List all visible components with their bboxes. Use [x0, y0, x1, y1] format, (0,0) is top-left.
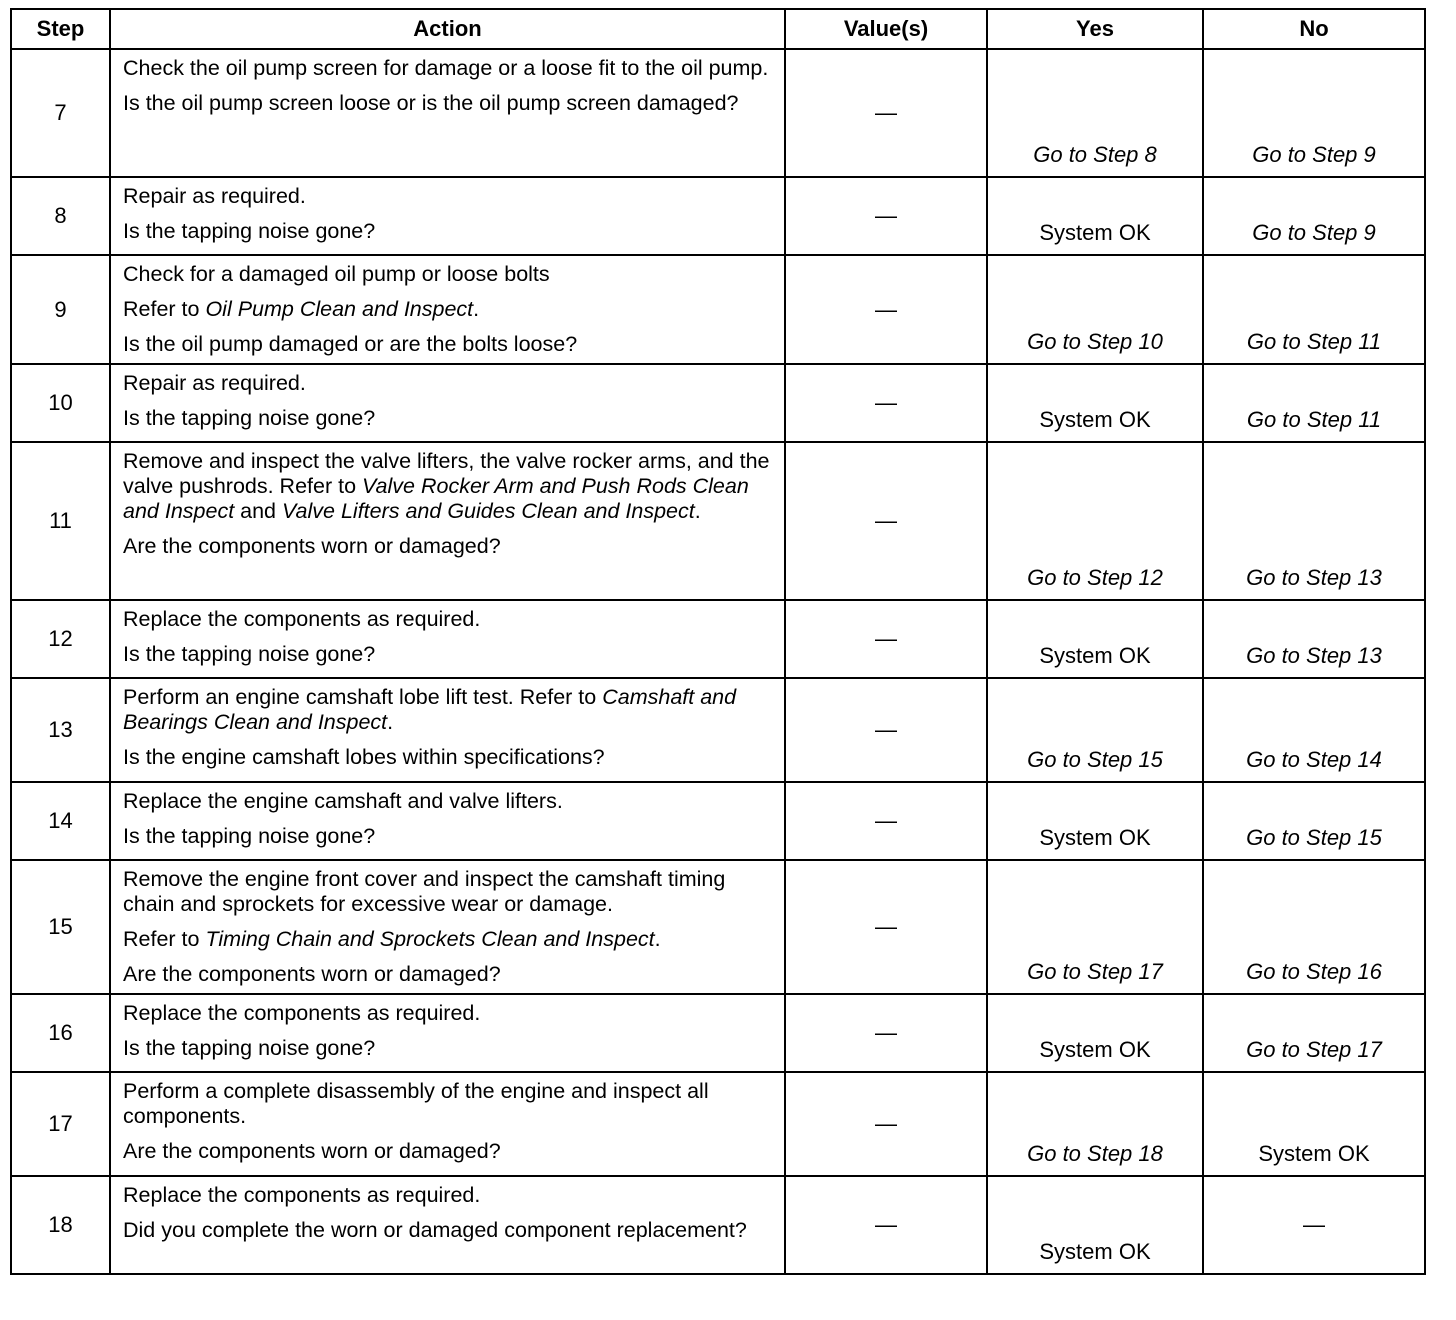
- action-paragraph: [123, 449, 774, 524]
- action-text: Repair as required.: [123, 371, 306, 395]
- action-paragraph: [123, 1079, 774, 1129]
- step-number: 15: [11, 860, 110, 994]
- header-row: [11, 9, 1425, 49]
- table-row: [11, 49, 1425, 177]
- action-text: .: [654, 927, 661, 951]
- header-action: Action: [110, 9, 785, 49]
- yes-result: Go to Step 10: [987, 255, 1203, 364]
- no-result: Go to Step 16: [1203, 860, 1425, 994]
- action-text: Perform a complete disassembly of the engine and inspect all components.: [123, 1079, 709, 1128]
- table-row: [11, 442, 1425, 600]
- table-row: [11, 255, 1425, 364]
- table-row: [11, 782, 1425, 860]
- step-number: 7: [11, 49, 110, 177]
- header-no: No: [1203, 9, 1425, 49]
- action-paragraph: [123, 607, 774, 632]
- no-result: Go to Step 9: [1203, 49, 1425, 177]
- action-paragraph: [123, 406, 774, 431]
- table-row: [11, 364, 1425, 442]
- action-paragraph: [123, 789, 774, 814]
- action-paragraph: [123, 297, 774, 322]
- action-text: Did you complete the worn or damaged component replacement?: [123, 1218, 747, 1242]
- action-text: Is the tapping noise gone?: [123, 406, 376, 430]
- reference-link: Valve Lifters and Guides Clean and Inspect: [282, 499, 695, 523]
- yes-result: System OK: [987, 1176, 1203, 1274]
- yes-result: Go to Step 18: [987, 1072, 1203, 1176]
- no-result: Go to Step 17: [1203, 994, 1425, 1072]
- no-result: Go to Step 15: [1203, 782, 1425, 860]
- action-cell: [110, 994, 785, 1072]
- action-paragraph: [123, 927, 774, 952]
- action-text: Check for a damaged oil pump or loose bolts: [123, 262, 550, 286]
- action-text: .: [387, 710, 394, 734]
- no-result: Go to Step 11: [1203, 255, 1425, 364]
- action-text: Are the components worn or damaged?: [123, 534, 501, 558]
- step-number: 16: [11, 994, 110, 1072]
- value-cell: —: [785, 782, 987, 860]
- action-cell: [110, 364, 785, 442]
- reference-link: Oil Pump Clean and Inspect: [205, 297, 474, 321]
- action-cell: [110, 49, 785, 177]
- action-text: Is the oil pump damaged or are the bolts loose?: [123, 332, 578, 356]
- action-cell: [110, 1176, 785, 1274]
- header-value: Value(s): [785, 9, 987, 49]
- reference-link: Valve Rocker Arm and Push Rods Clean and Inspect: [123, 474, 749, 523]
- action-text: and: [234, 499, 282, 523]
- value-cell: —: [785, 994, 987, 1072]
- action-paragraph: [123, 1001, 774, 1026]
- action-text: Are the components worn or damaged?: [123, 1139, 501, 1163]
- yes-result: Go to Step 12: [987, 442, 1203, 600]
- no-result: Go to Step 13: [1203, 442, 1425, 600]
- reference-link: Camshaft and Bearings Clean and Inspect: [123, 685, 737, 734]
- table-row: [11, 177, 1425, 255]
- action-text: Check the oil pump screen for damage or a loose fit to the oil pump.: [123, 56, 769, 80]
- step-number: 10: [11, 364, 110, 442]
- header-step: Step: [11, 9, 110, 49]
- action-text: Is the tapping noise gone?: [123, 1036, 376, 1060]
- action-text: Is the engine camshaft lobes within specifications?: [123, 745, 605, 769]
- table-row: [11, 994, 1425, 1072]
- action-paragraph: [123, 685, 774, 735]
- no-result: Go to Step 13: [1203, 600, 1425, 678]
- action-text: Refer to: [123, 927, 206, 951]
- action-paragraph: [123, 534, 774, 559]
- no-result: System OK: [1203, 1072, 1425, 1176]
- step-number: 9: [11, 255, 110, 364]
- yes-result: Go to Step 15: [987, 678, 1203, 782]
- table-body: [11, 49, 1425, 1274]
- yes-result: Go to Step 17: [987, 860, 1203, 994]
- action-paragraph: [123, 642, 774, 667]
- value-cell: —: [785, 49, 987, 177]
- table-row: [11, 1176, 1425, 1274]
- action-paragraph: [123, 1036, 774, 1061]
- step-number: 11: [11, 442, 110, 600]
- value-cell: —: [785, 177, 987, 255]
- action-text: Perform an engine camshaft lobe lift test. Refer to: [123, 685, 603, 709]
- no-result: —: [1203, 1176, 1425, 1274]
- value-cell: —: [785, 678, 987, 782]
- no-result: Go to Step 11: [1203, 364, 1425, 442]
- action-paragraph: [123, 867, 774, 917]
- no-result: Go to Step 14: [1203, 678, 1425, 782]
- action-cell: [110, 177, 785, 255]
- action-text: Is the oil pump screen loose or is the oil pump screen damaged?: [123, 91, 739, 115]
- action-text: Replace the engine camshaft and valve lifters.: [123, 789, 563, 813]
- action-text: Replace the components as required.: [123, 607, 481, 631]
- header-yes: Yes: [987, 9, 1203, 49]
- action-cell: [110, 860, 785, 994]
- action-cell: [110, 600, 785, 678]
- action-text: .: [694, 499, 701, 523]
- action-paragraph: [123, 91, 774, 116]
- yes-result: System OK: [987, 994, 1203, 1072]
- no-result: Go to Step 9: [1203, 177, 1425, 255]
- action-paragraph: [123, 184, 774, 209]
- reference-link: Timing Chain and Sprockets Clean and Inspect: [205, 927, 655, 951]
- action-text: Is the tapping noise gone?: [123, 219, 376, 243]
- action-text: Is the tapping noise gone?: [123, 824, 376, 848]
- action-paragraph: [123, 824, 774, 849]
- value-cell: —: [785, 860, 987, 994]
- value-cell: —: [785, 364, 987, 442]
- step-number: 17: [11, 1072, 110, 1176]
- table-row: [11, 1072, 1425, 1176]
- step-number: 18: [11, 1176, 110, 1274]
- action-text: Repair as required.: [123, 184, 306, 208]
- action-paragraph: [123, 745, 774, 770]
- action-text: Remove and inspect the valve lifters, the valve rocker arms, and the valve pushrods. Refer to: [123, 449, 770, 498]
- action-paragraph: [123, 262, 774, 287]
- step-number: 12: [11, 600, 110, 678]
- value-cell: —: [785, 1176, 987, 1274]
- action-paragraph: [123, 1139, 774, 1164]
- action-text: Replace the components as required.: [123, 1183, 481, 1207]
- value-cell: —: [785, 1072, 987, 1176]
- action-text: Is the tapping noise gone?: [123, 642, 376, 666]
- table-row: [11, 860, 1425, 994]
- action-paragraph: [123, 1183, 774, 1208]
- diagnostic-table: [10, 8, 1426, 1275]
- action-paragraph: [123, 1218, 774, 1243]
- yes-result: System OK: [987, 177, 1203, 255]
- action-cell: [110, 678, 785, 782]
- yes-result: Go to Step 8: [987, 49, 1203, 177]
- yes-result: System OK: [987, 364, 1203, 442]
- value-cell: —: [785, 255, 987, 364]
- action-paragraph: [123, 371, 774, 396]
- action-cell: [110, 1072, 785, 1176]
- action-text: Refer to: [123, 297, 206, 321]
- action-text: .: [473, 297, 480, 321]
- action-cell: [110, 782, 785, 860]
- step-number: 13: [11, 678, 110, 782]
- action-paragraph: [123, 332, 774, 357]
- value-cell: —: [785, 600, 987, 678]
- action-cell: [110, 255, 785, 364]
- action-paragraph: [123, 962, 774, 987]
- step-number: 8: [11, 177, 110, 255]
- action-paragraph: [123, 56, 774, 81]
- action-cell: [110, 442, 785, 600]
- action-text: Replace the components as required.: [123, 1001, 481, 1025]
- yes-result: System OK: [987, 782, 1203, 860]
- yes-result: System OK: [987, 600, 1203, 678]
- step-number: 14: [11, 782, 110, 860]
- table-row: [11, 600, 1425, 678]
- action-paragraph: [123, 219, 774, 244]
- action-text: Are the components worn or damaged?: [123, 962, 501, 986]
- action-text: Remove the engine front cover and inspect the camshaft timing chain and sprockets for excessive wear or damage.: [123, 867, 726, 916]
- value-cell: —: [785, 442, 987, 600]
- table-row: [11, 678, 1425, 782]
